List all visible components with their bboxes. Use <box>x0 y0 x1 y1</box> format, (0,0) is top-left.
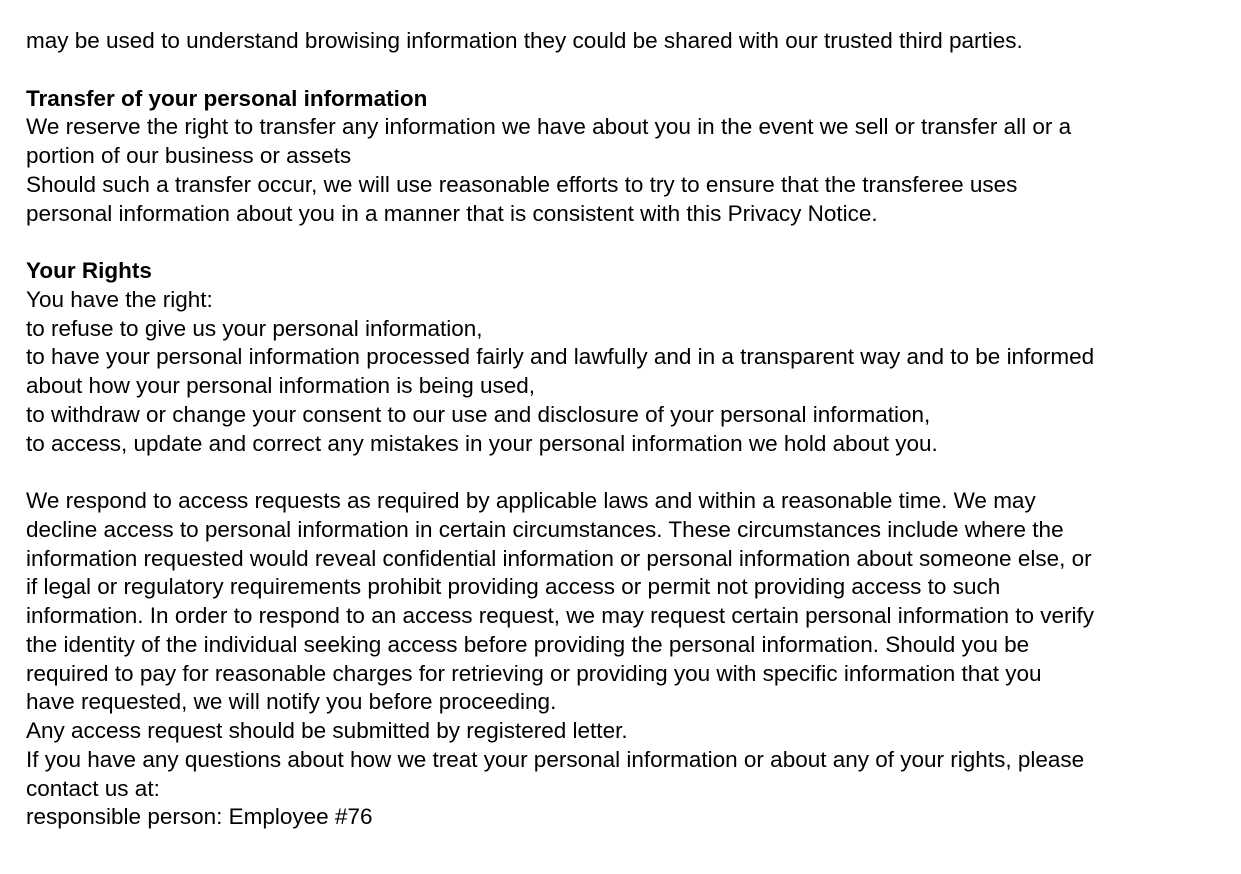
access-text-line: We respond to access requests as required by applicable laws and within a reasonable time. We may <box>26 488 1036 513</box>
access-text-line: contact us at: <box>26 775 160 801</box>
rights-text-line: You have the right: <box>26 286 213 312</box>
paragraph-spacer <box>26 228 1226 257</box>
access-text-line: if legal or regulatory requirements prohibit providing access or permit not providing access to such <box>26 574 1001 600</box>
rights-text-line: to access, update and correct any mistakes in your personal information we hold about you. <box>26 430 938 456</box>
paragraph-spacer <box>26 458 1226 487</box>
access-text-line: required to pay for reasonable charges for retrieving or providing you with specific information that you <box>26 660 1042 686</box>
transfer-text-line: Should such a transfer occur, we will use reasonable efforts to try to ensure that the transferee uses <box>26 171 1018 197</box>
intro-line: may be used to understand browising information they could be shared with our trusted third parties. <box>26 28 1023 53</box>
access-text-line: information. In order to respond to an access request, we may request certain personal information to verify <box>26 603 1095 628</box>
transfer-heading: Transfer of your personal information <box>26 85 428 111</box>
access-text-line: If you have any questions about how we treat your personal information or about any of your rights, please <box>26 746 1085 772</box>
access-text-line: information requested would reveal confidential information or personal information about someone else, or <box>26 545 1092 571</box>
transfer-text-line: portion of our business or assets <box>26 143 352 168</box>
rights-heading: Your Rights <box>26 258 152 283</box>
access-text-line: have requested, we will notify you before proceeding. <box>26 689 557 715</box>
transfer-text-line: We reserve the right to transfer any information we have about you in the event we sell or transfer all or a <box>26 114 1072 140</box>
paragraph-spacer <box>26 56 1226 85</box>
document-body <box>26 27 1226 832</box>
rights-text-line: to refuse to give us your personal information, <box>26 315 483 341</box>
access-text-line: decline access to personal information in certain circumstances. These circumstances include where the <box>26 516 1064 542</box>
access-text-line: Any access request should be submitted by registered letter. <box>26 718 628 743</box>
transfer-text-line: personal information about you in a manner that is consistent with this Privacy Notice. <box>26 200 878 226</box>
rights-text-line: to have your personal information processed fairly and lawfully and in a transparent way and to be informed <box>26 344 1095 370</box>
rights-text-line: about how your personal information is being used, <box>26 373 536 398</box>
rights-text-line: to withdraw or change your consent to our use and disclosure of your personal information, <box>26 401 931 427</box>
access-text-line: the identity of the individual seeking access before providing the personal information. Should you be <box>26 631 1030 657</box>
responsible-person-line: responsible person: Employee #76 <box>26 804 373 830</box>
